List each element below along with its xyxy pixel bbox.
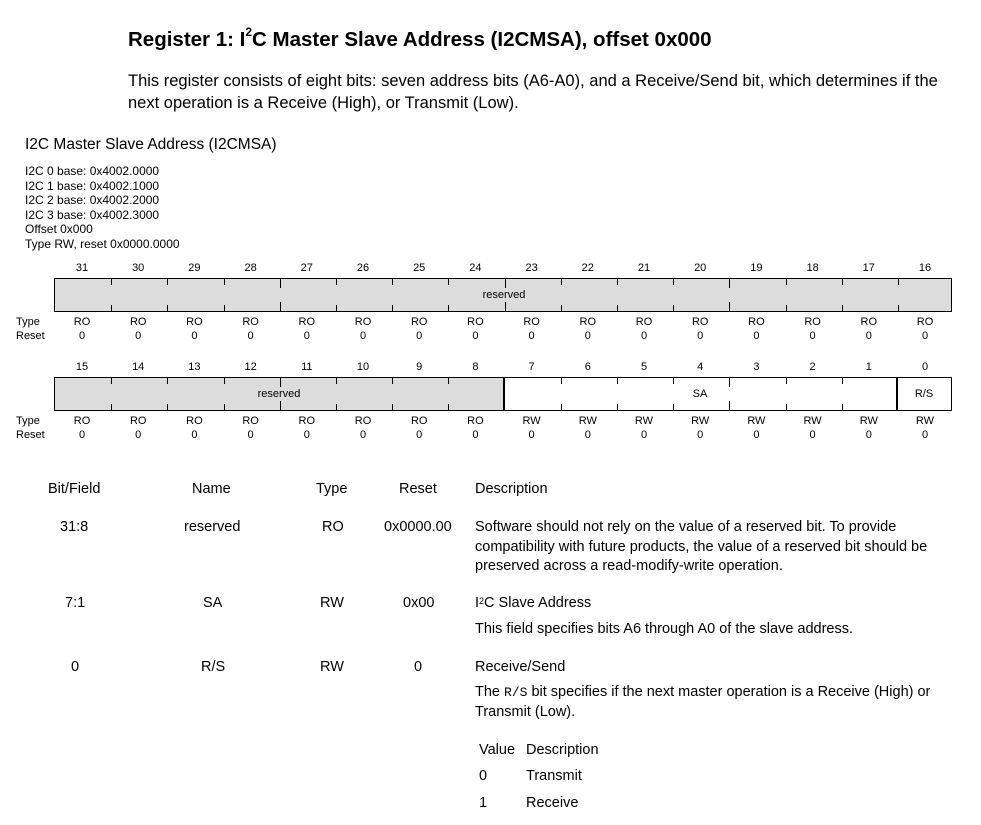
bit-tick <box>786 305 787 311</box>
bit-tick <box>392 378 393 384</box>
bit-number: 17 <box>862 262 875 274</box>
bit-reset: 0 <box>809 429 816 441</box>
bit-reset: 0 <box>359 330 367 342</box>
bit-tick <box>786 378 787 384</box>
bit-tick <box>673 378 674 384</box>
bit-reset: 0 <box>921 429 929 441</box>
value-header: Value <box>479 742 516 758</box>
bit-number: 20 <box>694 262 707 274</box>
bit-tick <box>617 378 618 384</box>
bit-reset: 0 <box>921 330 929 342</box>
bit-number: 2 <box>809 361 816 373</box>
lower-reset-row <box>0 428 981 442</box>
bit-tick <box>898 305 899 311</box>
bit-tick <box>617 404 618 410</box>
bit-reset: 0 <box>135 330 142 342</box>
cell-bit: 7:1 <box>65 595 86 611</box>
bit-type: RW <box>522 415 541 427</box>
bit-tick <box>111 305 112 311</box>
bit-number: 19 <box>750 262 763 274</box>
base-info-line: Offset 0x000 <box>25 222 93 237</box>
bit-number: 11 <box>301 361 313 373</box>
bit-tick <box>673 404 674 410</box>
bit-number: 16 <box>918 262 932 274</box>
bit-number: 25 <box>413 262 426 274</box>
bit-reset: 0 <box>697 429 704 441</box>
bit-number: 31 <box>75 262 89 274</box>
intro-paragraph: This register consists of eight bits: seven address bits (A6-A0), and a Receive/Send bit, which determines if the next operation is a Receive (High), or Transmit (Low). <box>128 72 938 112</box>
bit-tick <box>729 401 730 410</box>
cell-bit: 0 <box>71 659 80 675</box>
bit-reset: 0 <box>303 429 310 441</box>
bit-tick <box>280 401 281 410</box>
reserved-label-lower: reserved <box>257 388 301 400</box>
bit-type: RO <box>691 316 709 328</box>
bit-reset: 0 <box>640 429 648 441</box>
bit-tick <box>505 279 506 288</box>
bit-number: 29 <box>188 262 201 274</box>
bit-number: 21 <box>637 262 651 274</box>
value-description-header: Description <box>526 742 599 758</box>
cell-name: reserved <box>184 519 241 535</box>
header-bitfield: Bit/Field <box>48 481 101 497</box>
bit-tick <box>336 404 337 410</box>
bit-type: RO <box>410 316 428 328</box>
bit-tick <box>392 279 393 285</box>
bit-reset: 0 <box>640 330 648 342</box>
bit-reset: 0 <box>472 330 479 342</box>
bit-tick <box>729 279 730 288</box>
value-cell: 0 <box>479 768 488 784</box>
bit-tick <box>224 305 225 311</box>
bit-number: 10 <box>356 361 370 373</box>
bit-type: RO <box>186 415 203 427</box>
bit-tick <box>448 378 449 384</box>
value-cell: 1 <box>479 795 488 811</box>
bit-number: 23 <box>525 262 538 274</box>
rs-field-label: R/S <box>914 388 934 400</box>
bit-number: 30 <box>132 262 145 274</box>
upper-reset-row <box>0 329 981 343</box>
bit-type: RO <box>916 316 934 328</box>
field-divider <box>896 378 898 410</box>
bit-number: 4 <box>697 361 704 373</box>
type-row-label: Type <box>16 316 40 328</box>
bit-type: RO <box>804 316 821 328</box>
cell-reset: 0 <box>414 659 423 675</box>
bit-number: 15 <box>75 361 89 373</box>
bit-type: RO <box>298 316 316 328</box>
cell-name: R/S <box>201 659 226 675</box>
bit-type: RO <box>129 415 147 427</box>
bit-tick <box>505 302 506 311</box>
bit-reset: 0 <box>78 330 86 342</box>
bit-type: RO <box>242 415 259 427</box>
cell-description: The R/S bit specifies if the next master operation is a Receive (High) or Transmit (Low). <box>475 684 931 720</box>
header-description: Description <box>475 481 548 497</box>
bit-tick <box>898 279 899 285</box>
bit-number: 28 <box>244 262 257 274</box>
bit-number: 12 <box>244 361 257 373</box>
bit-reset: 0 <box>584 429 591 441</box>
bit-tick <box>842 305 843 311</box>
bit-tick <box>224 378 225 384</box>
upper-type-row <box>0 315 981 329</box>
header-name: Name <box>192 481 231 497</box>
bit-tick <box>167 378 168 384</box>
bit-number: 5 <box>640 361 648 373</box>
bit-reset: 0 <box>753 429 760 441</box>
cell-reset: 0x00 <box>403 595 435 611</box>
bit-tick <box>842 279 843 285</box>
field-divider <box>503 378 505 410</box>
bit-tick <box>673 305 674 311</box>
bit-type: RO <box>748 316 765 328</box>
bit-type: RW <box>803 415 822 427</box>
register-name: I2C Master Slave Address (I2CMSA) <box>25 136 277 153</box>
cell-type: RW <box>320 659 344 675</box>
bit-reset: 0 <box>584 330 591 342</box>
bit-number: 7 <box>528 361 535 373</box>
bit-tick <box>392 404 393 410</box>
bit-reset: 0 <box>247 330 254 342</box>
bit-reset: 0 <box>472 429 479 441</box>
bit-type: RO <box>186 316 203 328</box>
bit-reset: 0 <box>191 429 198 441</box>
bit-number: 27 <box>300 262 313 274</box>
bit-tick <box>448 305 449 311</box>
bit-type: RW <box>634 415 654 427</box>
cell-description: Software should not rely on the value of a reserved bit. To provide compatibility with future products, the value of a reserved bit should be preserved across a read-modify-write operation. <box>475 519 928 574</box>
lower-type-row <box>0 414 981 428</box>
bit-type: RO <box>298 415 316 427</box>
bit-tick <box>111 279 112 285</box>
bit-number: 22 <box>581 262 594 274</box>
base-info-line: I2C 1 base: 0x4002.1000 <box>25 178 160 193</box>
value-description-cell: Transmit <box>526 768 582 784</box>
cell-bit: 31:8 <box>60 519 89 535</box>
bit-number: 1 <box>865 361 872 373</box>
base-info-line: I2C 0 base: 0x4002.0000 <box>25 164 160 178</box>
bit-reset: 0 <box>753 330 760 342</box>
reset-row-label: Reset <box>16 429 45 441</box>
bit-tick <box>111 404 112 410</box>
bit-tick <box>842 378 843 384</box>
bit-tick <box>561 404 562 410</box>
base-info-line: I2C 2 base: 0x4002.2000 <box>25 193 160 208</box>
bit-tick <box>617 279 618 285</box>
bit-type: RO <box>860 316 878 328</box>
cell-reset: 0x0000.00 <box>384 519 452 535</box>
upper-bit-numbers <box>0 261 981 275</box>
bit-type: RO <box>579 316 597 328</box>
bit-reset: 0 <box>78 429 86 441</box>
bit-type: RO <box>242 316 259 328</box>
bit-tick <box>167 279 168 285</box>
lower-bit-numbers <box>0 360 981 374</box>
bit-number: 8 <box>472 361 479 373</box>
reset-row-label: Reset <box>16 330 45 342</box>
bit-number: 3 <box>753 361 760 373</box>
bit-tick <box>448 279 449 285</box>
cell-description: This field specifies bits A6 through A0 of the slave address. <box>475 621 854 637</box>
bit-tick <box>336 305 337 311</box>
bit-number: 6 <box>584 361 591 373</box>
bit-number: 9 <box>416 361 423 373</box>
bit-type: RO <box>635 316 653 328</box>
bit-number: 26 <box>356 262 370 274</box>
bit-type: RO <box>467 415 484 427</box>
bit-tick <box>617 305 618 311</box>
bit-type: RW <box>691 415 710 427</box>
sa-field-label: SA <box>692 388 708 400</box>
upper-bit-box <box>54 278 952 312</box>
bit-type: RO <box>354 415 372 427</box>
lower-bit-box <box>54 377 952 411</box>
bit-number: 13 <box>188 361 201 373</box>
bit-tick <box>280 302 281 311</box>
bit-reset: 0 <box>416 330 423 342</box>
bit-type: RO <box>129 316 147 328</box>
bit-tick <box>561 305 562 311</box>
bit-type: RO <box>354 316 372 328</box>
page-title: Register 1: $I^2C$ Master Slave Address (I2CMSA), offset 0x000 <box>128 25 712 51</box>
bit-type: RO <box>523 316 540 328</box>
bit-tick <box>224 404 225 410</box>
bit-tick <box>280 279 281 288</box>
base-info-line: I2C 3 base: 0x4002.3000 <box>25 207 160 222</box>
cell-description-title: $I^2C$ Slave Address <box>475 595 592 611</box>
value-description-cell: Receive <box>526 795 579 811</box>
cell-type: RO <box>322 519 344 535</box>
bit-tick <box>336 279 337 285</box>
bit-tick <box>561 279 562 285</box>
bit-type: RO <box>467 316 484 328</box>
bit-tick <box>111 378 112 384</box>
bit-reset: 0 <box>303 330 310 342</box>
bit-number: 0 <box>921 361 929 373</box>
bit-type: RW <box>859 415 878 427</box>
cell-description-title: Receive/Send <box>475 659 566 675</box>
bit-reset: 0 <box>865 330 872 342</box>
bit-number: 24 <box>469 262 482 274</box>
reserved-label-upper: reserved <box>482 289 526 301</box>
bit-tick <box>336 378 337 384</box>
bit-type: RO <box>73 316 91 328</box>
bit-reset: 0 <box>865 429 872 441</box>
bit-tick <box>392 305 393 311</box>
bit-reset: 0 <box>416 429 423 441</box>
bit-reset: 0 <box>191 330 198 342</box>
bit-tick <box>842 404 843 410</box>
bit-tick <box>673 279 674 285</box>
base-info <box>25 164 180 252</box>
bit-number: 18 <box>806 262 819 274</box>
cell-type: RW <box>320 595 344 611</box>
bit-type: RO <box>73 415 91 427</box>
bit-type: RW <box>915 415 935 427</box>
bit-reset: 0 <box>528 429 535 441</box>
bit-tick <box>224 279 225 285</box>
bit-type: RW <box>578 415 597 427</box>
bit-reset: 0 <box>528 330 535 342</box>
bit-tick <box>786 279 787 285</box>
bit-type: RO <box>410 415 428 427</box>
cell-name: SA <box>203 595 223 611</box>
bit-reset: 0 <box>697 330 704 342</box>
bit-type: RW <box>747 415 766 427</box>
header-type: Type <box>316 481 348 497</box>
bit-reset: 0 <box>247 429 254 441</box>
bit-tick <box>729 302 730 311</box>
bit-reset: 0 <box>359 429 367 441</box>
bit-tick <box>167 305 168 311</box>
bit-tick <box>448 404 449 410</box>
bit-tick <box>167 404 168 410</box>
bit-tick <box>786 404 787 410</box>
bit-tick <box>280 378 281 387</box>
bit-tick <box>729 378 730 387</box>
base-info-line: Type RW, reset 0x0000.0000 <box>25 236 180 251</box>
bit-number: 14 <box>132 361 145 373</box>
bit-tick <box>561 378 562 384</box>
header-reset: Reset <box>399 481 437 497</box>
bit-reset: 0 <box>135 429 142 441</box>
type-row-label: Type <box>16 415 40 427</box>
bit-reset: 0 <box>809 330 816 342</box>
